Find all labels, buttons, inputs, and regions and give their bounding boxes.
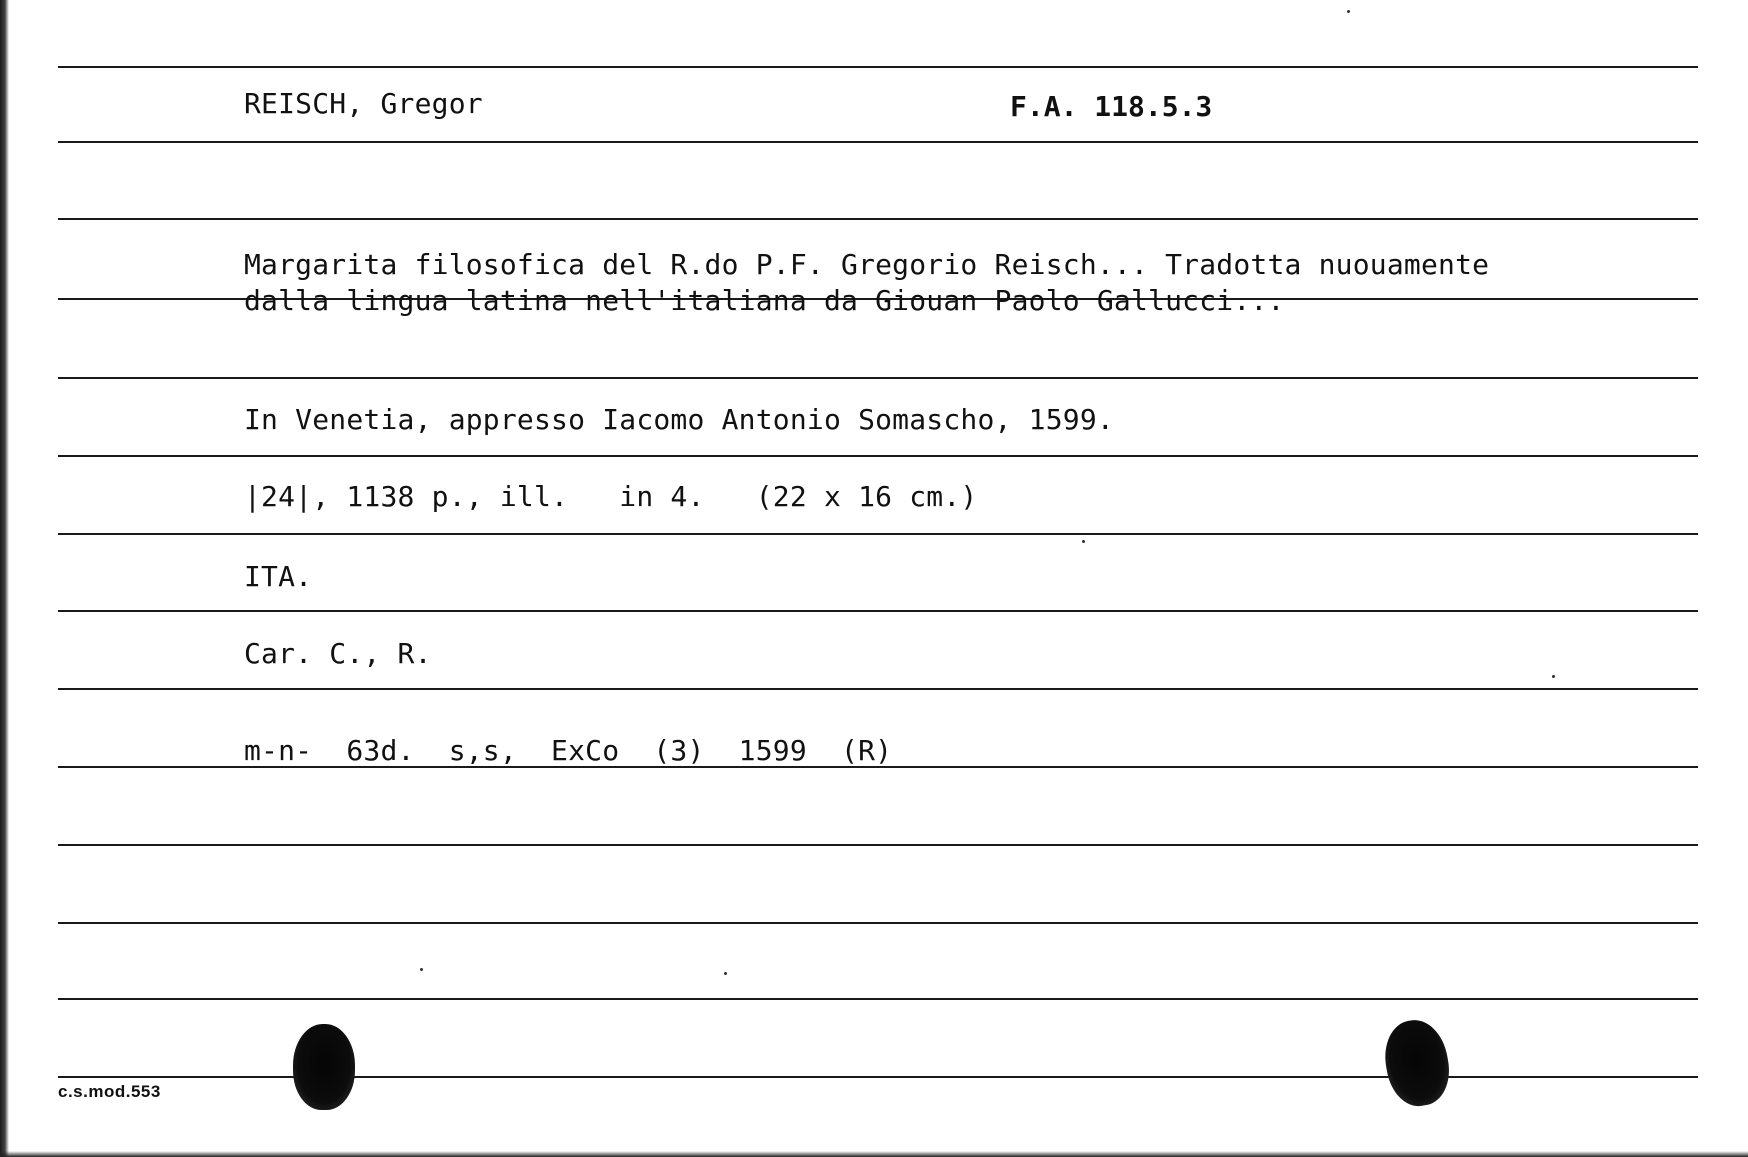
dust-speck bbox=[1347, 10, 1350, 13]
title-line-1: Margarita filosofica del R.do P.F. Gregorio Reisch... Tradotta nuouamente bbox=[244, 248, 1490, 281]
punch-hole-right bbox=[1379, 1015, 1455, 1110]
collation-line: |24|, 1138 p., ill. in 4. (22 x 16 cm.) bbox=[244, 480, 978, 513]
dust-speck bbox=[1552, 675, 1555, 678]
ruled-line bbox=[58, 377, 1698, 379]
fingerprint-line: m-n- 63d. s,s, ExCo (3) 1599 (R) bbox=[244, 734, 893, 767]
ruled-line bbox=[58, 66, 1698, 68]
ruled-line bbox=[58, 455, 1698, 457]
dust-speck bbox=[724, 972, 727, 975]
author-heading: REISCH, Gregor bbox=[244, 87, 483, 120]
title-line-2: dalla lingua latina nell'italiana da Giouan Paolo Gallucci... bbox=[244, 284, 1285, 317]
ruled-line bbox=[58, 218, 1698, 220]
ruled-line bbox=[58, 141, 1698, 143]
notes-line: Car. C., R. bbox=[244, 637, 432, 670]
punch-hole-left bbox=[293, 1024, 355, 1110]
form-code: c.s.mod.553 bbox=[58, 1082, 161, 1101]
imprint-line: In Venetia, appresso Iacomo Antonio Somascho, 1599. bbox=[244, 403, 1114, 436]
ruled-line bbox=[58, 998, 1698, 1000]
ruled-line bbox=[58, 610, 1698, 612]
ruled-line bbox=[58, 922, 1698, 924]
card-bottom-edge-shadow bbox=[0, 1151, 1748, 1157]
card-left-edge-shadow bbox=[0, 0, 9, 1157]
dust-speck bbox=[1082, 540, 1085, 543]
ruled-line bbox=[58, 533, 1698, 535]
ruled-line bbox=[58, 688, 1698, 690]
ruled-line bbox=[58, 844, 1698, 846]
dust-speck bbox=[420, 968, 423, 971]
language-line: ITA. bbox=[244, 560, 313, 593]
call-number: F.A. 118.5.3 bbox=[1010, 90, 1213, 123]
